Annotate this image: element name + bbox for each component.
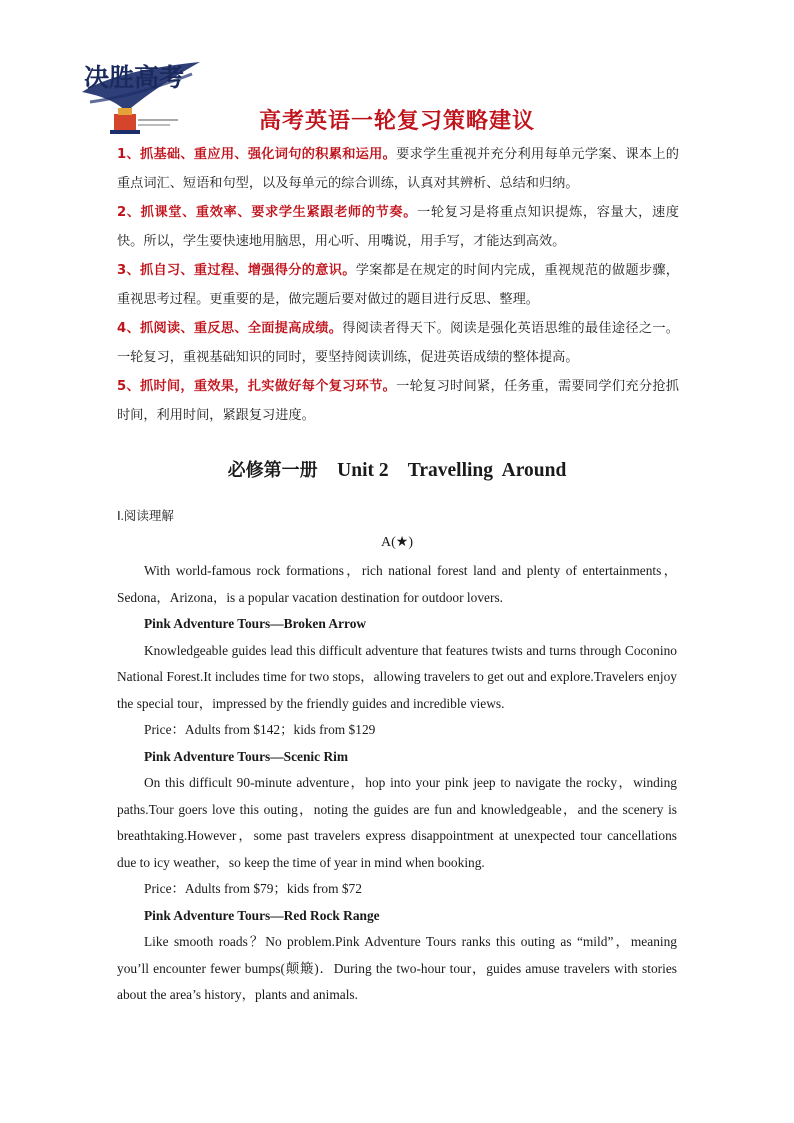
- tips-list: [117, 140, 679, 430]
- tour-price: Price：Adults from $142；kids from $129: [144, 722, 376, 737]
- article: [117, 558, 677, 1009]
- tip-body: 要求学生重视并充分利用每单元学案、课本上的重点词汇、短语和句型，以及每单元的综合训练，认真对其辨析、总结和归纳。: [117, 147, 679, 191]
- unit-heading: [0, 456, 794, 482]
- section-title: 阅读理解: [123, 508, 174, 523]
- tour-heading: Pink Adventure Tours—Broken Arrow: [144, 616, 367, 631]
- section-label: [117, 506, 174, 524]
- unit-name: Travelling Around: [407, 460, 567, 481]
- unit-book: 必修第一册: [227, 460, 318, 481]
- tip-heading: 1、抓基础、重应用、强化词句的积累和运用。: [117, 147, 397, 162]
- tip-item: [117, 372, 679, 430]
- tip-body: 一轮复习是将重点知识提炼，容量大，速度快。所以，学生要快速地用脑思，用心听、用嘴说，用手写，才能达到高效。: [117, 205, 679, 249]
- article-intro: With world-famous rock formations，rich national forest land and plenty of entertainments，Sedona，Arizona，is a popular vacation destination for outdoor lovers.: [117, 563, 677, 605]
- tour-text: On this difficult 90-minute adventure，hop into your pink jeep to navigate the rocky，winding paths.Tour goers love this outing，noting the guides are fun and knowledgeable，and the scenery is breathtaking.However，some past travelers express disappointment at unexpected tour cancellations due to icy weather，so keep the time of year in mind when booking.: [117, 775, 677, 870]
- tour-price: Price：Adults from $79；kids from $72: [144, 881, 362, 896]
- tour-text: Like smooth roads？No problem.Pink Adventure Tours ranks this outing as “mild”，meaning you’ll encounter fewer bumps(颠簸)．During the two-hour tour，guides amuse travelers with stories about the area’s history，plants and animals.: [117, 934, 677, 1002]
- tour-text: Knowledgeable guides lead this difficult adventure that features twists and turns through Coconino National Forest.It includes time for two stops，allowing travelers to get out and explore.Travelers enjoy the special tour，impressed by the friendly guides and incredible views.: [117, 642, 677, 711]
- tip-item: [117, 198, 679, 256]
- tip-body: 一轮复习时间紧，任务重，需要同学们充分抢抓时间，利用时间，紧跟复习进度。: [117, 379, 679, 423]
- tour-heading: Pink Adventure Tours—Scenic Rim: [144, 748, 348, 764]
- tip-item: [117, 140, 679, 198]
- tip-heading: 5、抓时间，重效果，扎实做好每个复习环节。: [117, 379, 397, 394]
- tip-body: 得阅读者得天下。阅读是强化英语思维的最佳途径之一。一轮复习，重视基础知识的同时，要坚持阅读训练，促进英语成绩的整体提高。: [117, 321, 679, 365]
- tip-heading: 3、抓自习、重过程、增强得分的意识。: [117, 263, 356, 278]
- tip-item: [117, 256, 679, 314]
- tour-heading: Pink Adventure Tours—Red Rock Range: [144, 907, 380, 923]
- tip-item: [117, 314, 679, 372]
- section-roman: Ⅰ.: [117, 509, 124, 523]
- page-title: 高考英语一轮复习策略建议: [258, 109, 535, 134]
- passage-label: A(★): [381, 535, 413, 550]
- tip-heading: 2、抓课堂、重效率、要求学生紧跟老师的节奏。: [117, 205, 418, 220]
- tip-body: 学案都是在规定的时间内完成，重视规范的做题步骤，重视思考过程。更重要的是，做完题后要对做过的题目进行反思、整理。: [117, 263, 679, 307]
- logo-calligraphy: 决胜高考: [84, 63, 185, 92]
- tip-heading: 4、抓阅读、重反思、全面提高成绩。: [117, 321, 343, 336]
- unit-number: Unit 2: [337, 460, 389, 481]
